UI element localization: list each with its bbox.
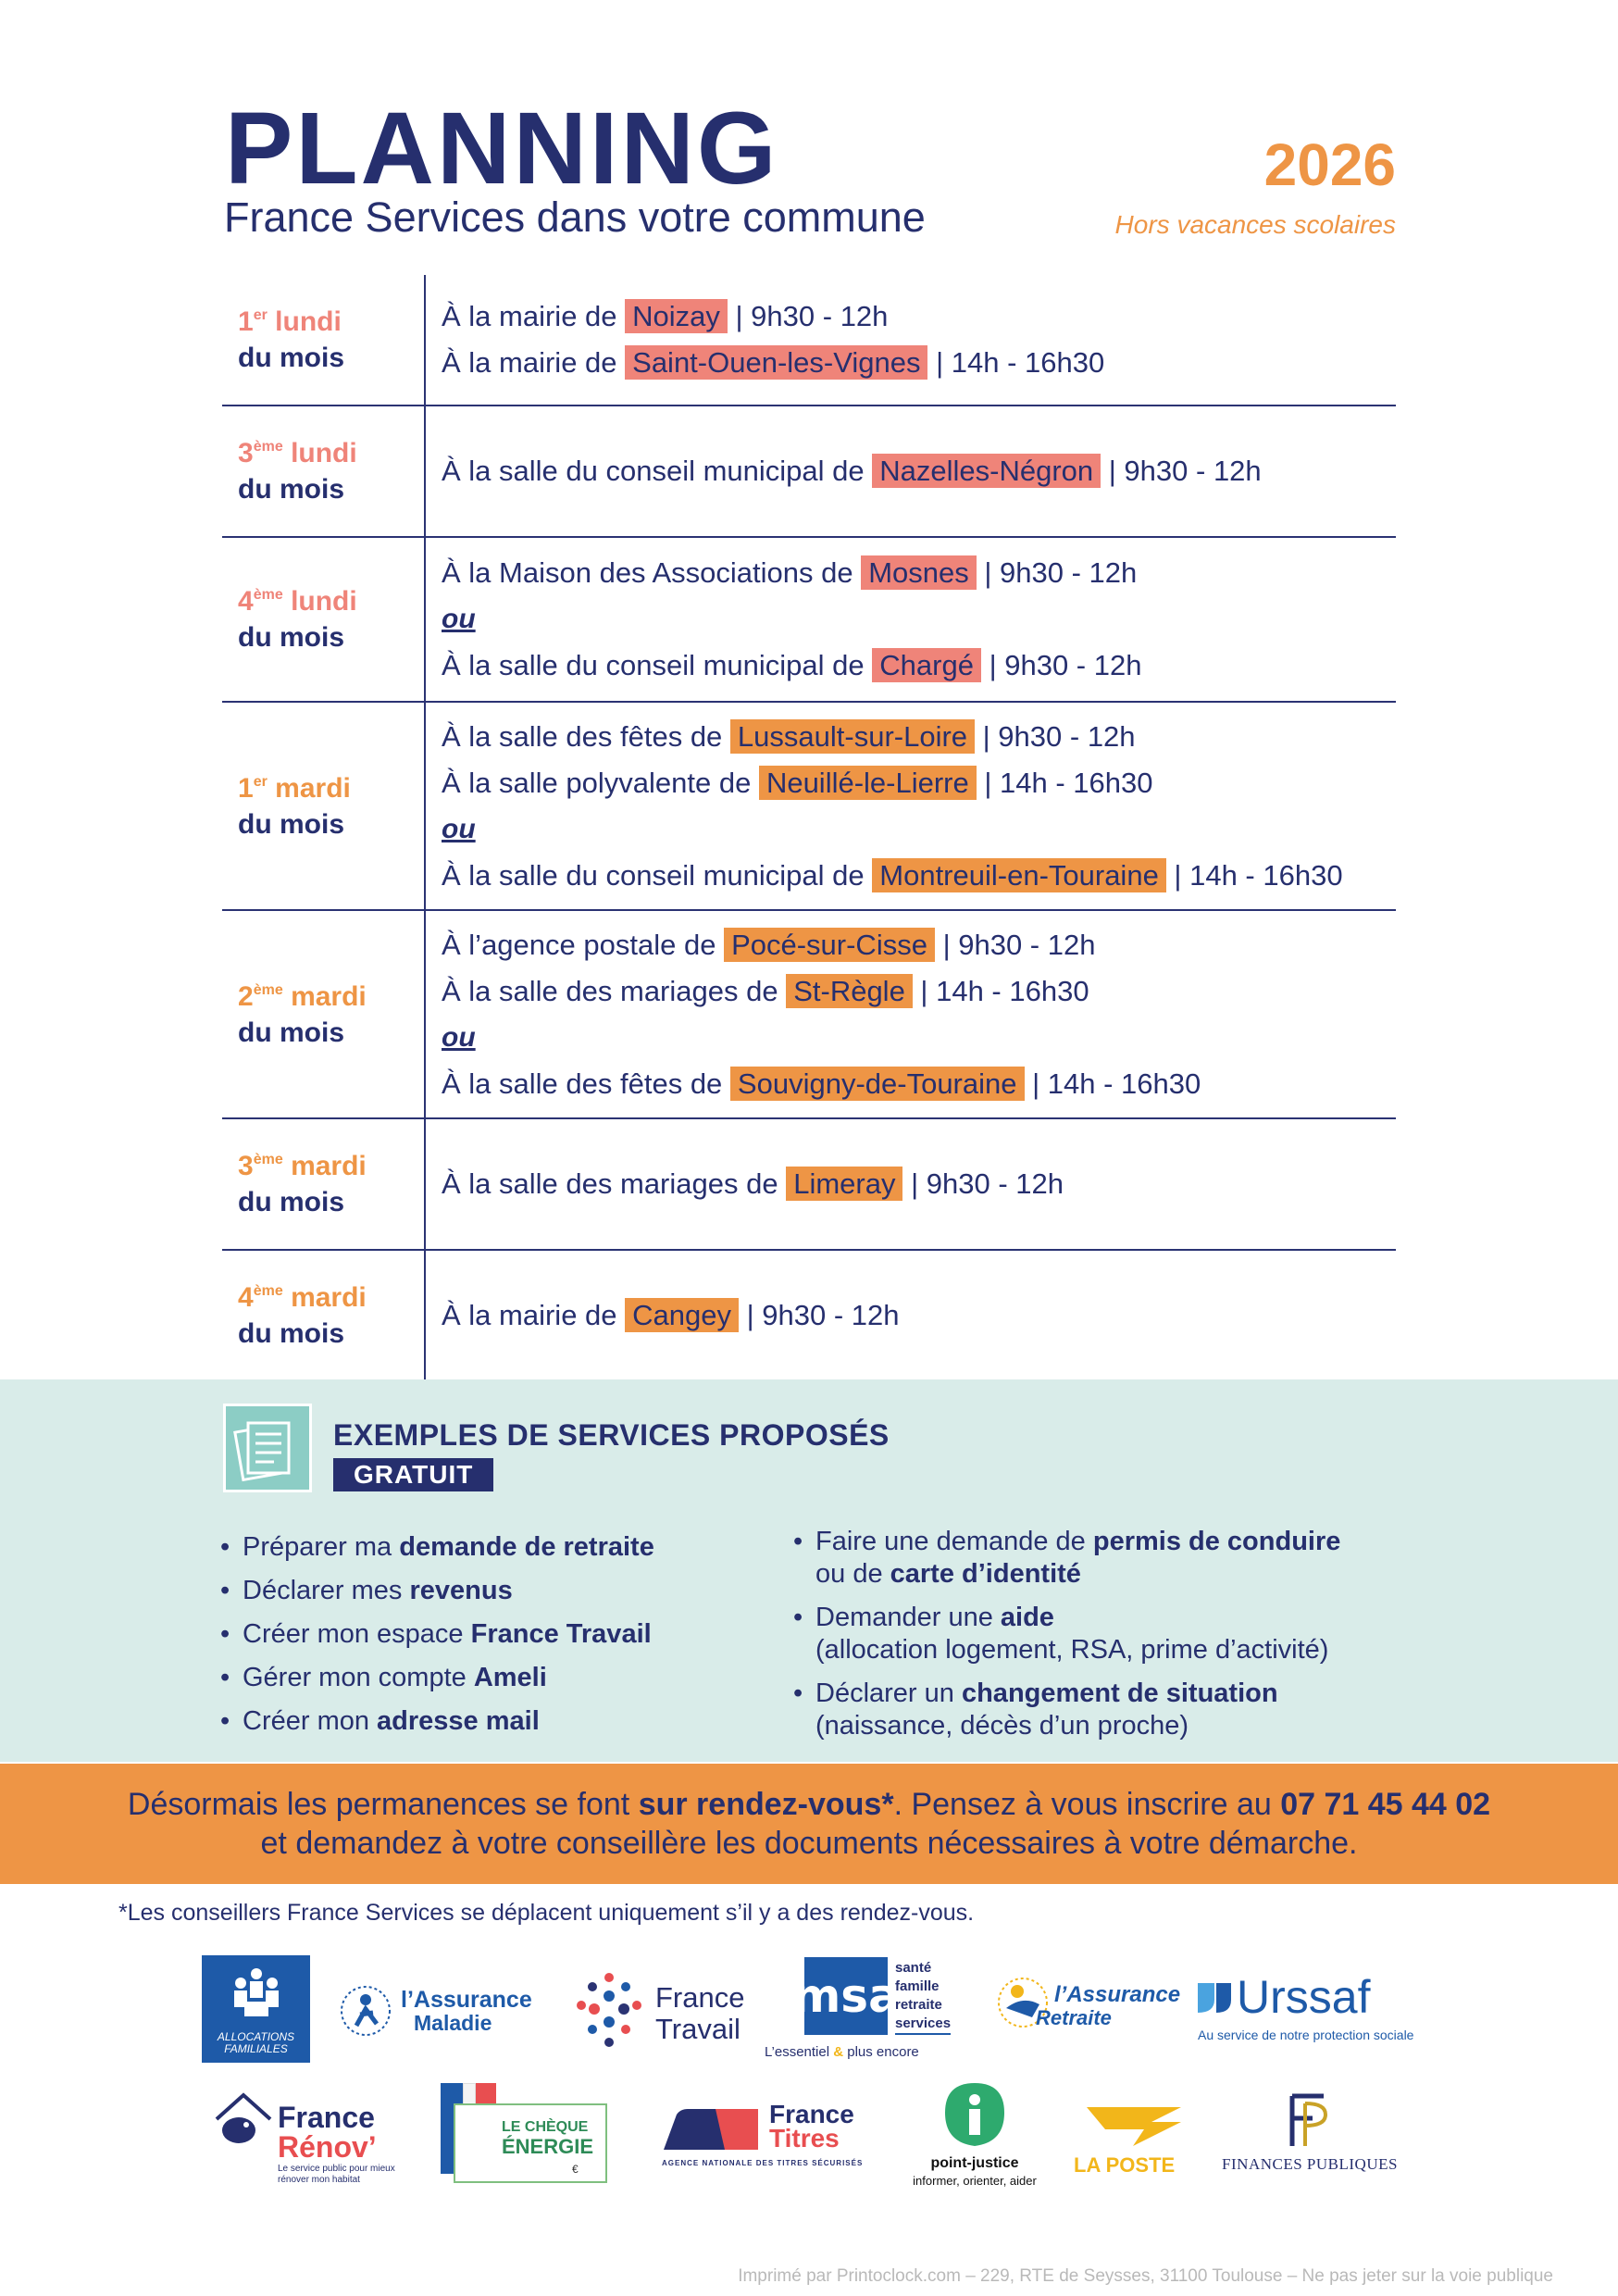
- location-line: À la salle des mariages de St-Règle | 14h - 16h30: [442, 974, 1089, 1007]
- services-panel: [0, 1379, 1618, 1762]
- day-cell: [222, 275, 426, 405]
- schedule-table: [222, 275, 1396, 1379]
- france-travail-logo: France Travail: [572, 1970, 757, 2053]
- day-cell: 4ème lundi du mois: [222, 538, 426, 701]
- page-title: PLANNING: [225, 92, 779, 206]
- schedule-row: [222, 406, 1396, 538]
- dots-icon: [572, 1970, 646, 2048]
- documents-icon: [223, 1404, 312, 1492]
- titres-mark-icon: [660, 2107, 762, 2153]
- bird-icon: [1077, 2102, 1189, 2148]
- day-ordinal: 1er lundi: [238, 306, 342, 337]
- or-separator: ou: [442, 1021, 476, 1053]
- service-item: • Faire une demande de permis de conduire ou de carte d’identité: [793, 1526, 1340, 1591]
- day-suffix: du mois: [238, 1317, 345, 1349]
- commune-tag: Limeray: [786, 1167, 902, 1201]
- period-note: Hors vacances scolaires: [1114, 210, 1396, 239]
- assurance-maladie-logo: l’Assurance Maladie: [338, 1979, 532, 2044]
- msa-lines: santé famille retraite services: [895, 1959, 951, 2035]
- day-cell: 1er mardi du mois: [222, 703, 426, 909]
- location-line: À la salle des mariages de Limeray | 9h30 - 12h: [442, 1167, 1064, 1200]
- schedule-row: [222, 703, 1396, 911]
- day-cell: 3ème lundi du mois: [222, 406, 426, 536]
- day-cell: 3ème mardi du mois: [222, 1119, 426, 1249]
- appointment-banner: [0, 1764, 1618, 1884]
- location-line: À la salle du conseil municipal de Montreuil-en-Touraine | 14h - 16h30: [442, 858, 1343, 892]
- commune-tag: Cangey: [625, 1298, 739, 1332]
- schedule-row: [222, 1119, 1396, 1251]
- commune-tag: Neuillé-le-Lierre: [759, 766, 977, 800]
- urssaf-logo: Urssaf Au service de notre protection sociale: [1198, 1971, 1414, 2042]
- location-list: [426, 1251, 1396, 1379]
- caf-logo: ALLOCATIONS FAMILIALES: [202, 1955, 310, 2063]
- finances-publiques-logo: FINANCES PUBLIQUES: [1222, 2090, 1398, 2178]
- commune-tag: Souvigny-de-Touraine: [730, 1067, 1025, 1101]
- commune-tag: Chargé: [872, 648, 981, 682]
- services-title: EXEMPLES DE SERVICES PROPOSÉS: [333, 1418, 890, 1452]
- fp-monogram-icon: [1285, 2090, 1331, 2148]
- service-item: • Créer mon adresse mail: [220, 1700, 654, 1743]
- location-line: À l’agence postale de Pocé-sur-Cisse | 9h30 - 12h: [442, 928, 1096, 961]
- commune-tag: Nazelles-Négron: [872, 454, 1101, 488]
- schedule-row: [222, 911, 1396, 1119]
- day-suffix: du mois: [238, 343, 345, 373]
- location-line: À la Maison des Associations de Mosnes | 9h30 - 12h: [442, 556, 1138, 589]
- house-icon: [211, 2088, 276, 2152]
- or-separator: ou: [442, 604, 476, 634]
- info-icon: [943, 2081, 1006, 2148]
- location-line: À la salle polyvalente de Neuillé-le-Lierre | 14h - 16h30: [442, 766, 1153, 799]
- location-line: À la salle du conseil municipal de Chargé | 9h30 - 12h: [442, 649, 1142, 681]
- location-line: À la mairie de Cangey | 9h30 - 12h: [442, 1298, 900, 1331]
- location-line: À la salle des fêtes de Souvigny-de-Touraine | 14h - 16h30: [442, 1067, 1201, 1100]
- footnote: *Les conseillers France Services se déplacent uniquement s’il y a des rendez-vous.: [118, 1900, 975, 1926]
- page-subtitle: France Services dans votre commune: [224, 193, 926, 241]
- commune-tag: St-Règle: [786, 974, 913, 1008]
- france-titres-logo: France Titres AGENCE NATIONALE DES TITRES SÉCURISÉS: [662, 2100, 864, 2167]
- location-list: [426, 911, 1396, 1117]
- service-item: • Gérer mon compte Ameli: [220, 1656, 654, 1700]
- msa-mark: msa: [804, 1957, 888, 2035]
- service-item: • Déclarer mes revenus: [220, 1569, 654, 1613]
- location-list: [426, 1119, 1396, 1249]
- runner-icon: [338, 1983, 393, 2039]
- service-item: • Demander une aide (allocation logement, RSA, prime d’activité): [793, 1602, 1340, 1666]
- schedule-row: [222, 275, 1396, 406]
- location-list: [426, 538, 1396, 701]
- service-item: • Déclarer un changement de situation (naissance, décès d’un proche): [793, 1678, 1340, 1742]
- schedule-row: [222, 1251, 1396, 1379]
- commune-tag: Mosnes: [861, 555, 977, 590]
- day-cell: 4ème mardi du mois: [222, 1251, 426, 1379]
- day-suffix: du mois: [238, 474, 345, 505]
- phone-number: 07 71 45 44 02: [1280, 1787, 1491, 1822]
- commune-tag: Saint-Ouen-les-Vignes: [625, 345, 927, 380]
- france-renov-logo: France Rénov’ Le service public pour mieux rénover mon habitat: [211, 2088, 405, 2180]
- la-poste-logo: LA POSTE: [1072, 2102, 1192, 2180]
- location-line: À la mairie de Noizay | 9h30 - 12h: [442, 300, 889, 332]
- location-list: [426, 406, 1396, 536]
- day-cell: 2ème mardi du mois: [222, 911, 426, 1117]
- day-suffix: du mois: [238, 1187, 345, 1217]
- schedule-row: [222, 538, 1396, 703]
- location-list: [426, 703, 1396, 909]
- banner-line-1: Désormais les permanences se font sur rendez-vous*. Pensez à vous inscrire au 07 71 45 44 02: [127, 1787, 1491, 1822]
- year-label: 2026: [1263, 131, 1396, 198]
- commune-tag: Montreuil-en-Touraine: [872, 858, 1166, 892]
- assurance-retraite-logo: l’Assurance Retraite: [995, 1967, 1180, 2046]
- point-justice-logo: point-justice informer, orienter, aider: [898, 2081, 1055, 2188]
- cheque-energie-logo: LE CHÈQUE ÉNERGIE €: [435, 2083, 611, 2185]
- commune-tag: Noizay: [625, 299, 728, 333]
- day-suffix: du mois: [238, 622, 345, 653]
- or-separator: ou: [442, 813, 476, 844]
- day-suffix: du mois: [238, 1017, 345, 1048]
- banner-line-2: et demandez à votre conseillère les documents nécessaires à votre démarche.: [260, 1826, 1358, 1861]
- day-suffix: du mois: [238, 808, 345, 840]
- urssaf-shield-icon: [1196, 1979, 1233, 2016]
- retraite-figure-icon: [995, 1967, 1051, 2041]
- msa-tagline: L’essentiel & plus encore: [765, 2044, 919, 2060]
- location-line: À la salle du conseil municipal de Nazelles-Négron | 9h30 - 12h: [442, 455, 1262, 487]
- location-line: À la mairie de Saint-Ouen-les-Vignes | 14h - 16h30: [442, 346, 1105, 379]
- commune-tag: Lussault-sur-Loire: [730, 719, 975, 754]
- msa-logo: [761, 1955, 983, 2066]
- service-item: • Créer mon espace France Travail: [220, 1613, 654, 1656]
- service-item: • Préparer ma demande de retraite: [220, 1526, 654, 1569]
- printer-credit: Imprimé par Printoclock.com – 229, RTE de Seysses, 31100 Toulouse – Ne pas jeter sur la voie publique: [738, 2266, 1553, 2286]
- location-line: À la salle des fêtes de Lussault-sur-Loire | 9h30 - 12h: [442, 719, 1136, 753]
- commune-tag: Pocé-sur-Cisse: [724, 928, 935, 962]
- services-list-left: [220, 1526, 654, 1743]
- location-list: [426, 275, 1396, 405]
- services-list-right: [793, 1526, 1340, 1753]
- free-badge: GRATUIT: [333, 1458, 493, 1491]
